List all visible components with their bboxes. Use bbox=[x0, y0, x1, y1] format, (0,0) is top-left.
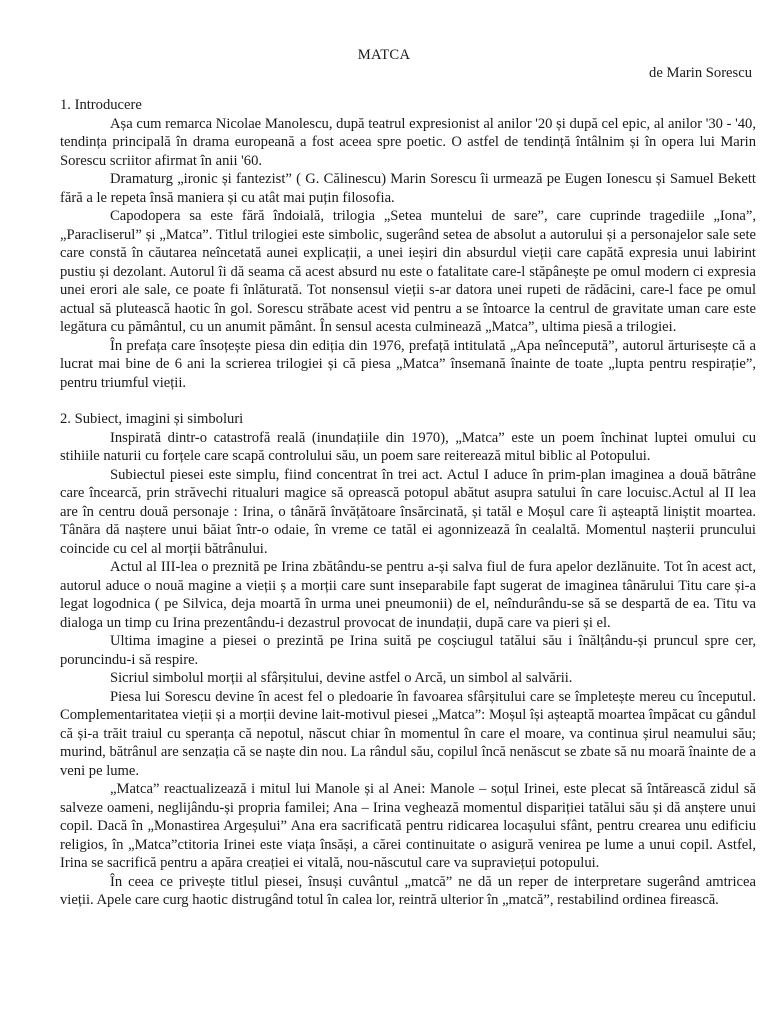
paragraph: Subiectul piesei este simplu, fiind concentrat în trei act. Actul I aduce în prim-plan imaginea a două bătrâne care încearcă, prin străvechi ritualuri magice să oprească potopul abătut asupra satului în care locuisc.Actul al II lea are în centru două personaje : Irina, o tânără învățătoare însărcinată, și tatăl e Moșul care îi așteaptă liniștit moartea. Tânăra dă naștere unui băiat într-o odaie, în vreme ce tatăl ei agonnizează în cealaltă. Momentul nașterii pruncului coincide cu cel al morții bătrânului. bbox=[60, 466, 756, 557]
paragraph: În ceea ce privește titlul piesei, însuși cuvântul „matcă” ne dă un reper de interpretare sugerând amtricea vieții. Apele care curg haotic distrugând totul în calea lor, reintră ulterior în „matcă”, restabilind ordinea firească. bbox=[60, 873, 756, 908]
paragraph: Dramaturg „ironic și fantezist” ( G. Călinescu) Marin Sorescu îi urmează pe Eugen Ionescu și Samuel Bekett fără a le repeta însă maniera și cu atât mai puțin filosofia. bbox=[60, 171, 756, 206]
document-author: de Marin Sorescu bbox=[649, 65, 752, 81]
paragraph: Piesa lui Sorescu devine în acest fel o pledoarie în favoarea sfârșitului care se împletește mereu cu începutul. Complementaritatea vieții și a morții devine lait-motivul piesei „Matca”: Moșul își așteaptă moartea împăcat cu gândul că și-a trăit traiul cu speranța că nepotul, născut chiar în momentul în care el moare, va continua șirul neamului său; murind, bătrânul are senzația că se naște din nou. La rândul său, copilul încă nenăscut se zbate să nu moară înainte de a veni pe lume. bbox=[60, 688, 756, 779]
paragraph: „Matca” reactualizează i mitul lui Manole și al Anei: Manole – soțul Irinei, este plecat să întărească zidul să salveze oameni, neglijându-și propria familei; Ana – Irina veghează momentul dispariției tatălui său și dă anștere unui copil. Dacă în „Monastirea Argeșului” Ana era sacrificată pentru ridicarea locașului sfânt, pentru crearea unu edificiu religios, în „Matca”ctitoria Irinei este viața însăși, a cărei continuitate o asigură venirea pe lume a unui copil. Astfel, Irina se sacrifică pentru a apăra creației ei vitală, nou-născutul care va supraviețui potopului. bbox=[60, 781, 756, 871]
paragraph: Capodopera sa este fără îndoială, trilogia „Setea muntelui de sare”, care cuprinde tragediile „Iona”, „Paracliserul” și „Matca”. Titlul trilogiei este simbolic, sugerând setea de absolut a autorului și a personajelor sale sete care constă în căutarea neîncetată aunei explicații, a unei ieșiri din absurdul vieții care capătă expresia unui labirint pustiu și dezolant. Autorul îi dă seama că acest absurd nu este o fatalitate care-l stăpânește pe omul modern ci expresia unei erori ale sale, ce poate fi înlăturată. Tot nonsensul vieții s-ar datora unei rupeti de rădăcini, care-l face pe omul actual să plutească haotic în gol. Sorescu străbate acest vid pentru a se întoarce la centrul de gravitate uman care este legătura cu pământul, cu un anumit pământ. În sensul acesta culminează „Matca”, ultima piesă a trilogiei. bbox=[60, 208, 756, 335]
paragraph: Așa cum remarca Nicolae Manolescu, după teatrul expresionist al anilor '20 și după cel epic, al anilor '30 - '40, tendința principală în drama europeană a fost aceea spre poetic. O astfel de tendință întâlnim și în opera lui Marin Sorescu scriitor afirmat în anii '60. bbox=[60, 115, 756, 169]
paragraph: Actul al III-lea o preznită pe Irina zbătându-se pentru a-și salva fiul de fura apelor dezlănuite. Tot în acest act, autorul aduce o nouă magine a vieții ș a morții care sunt inseparabile fapt sugerat de imaginea tânărului Titu care și-a legat logodnica ( pe Silvica, deja moartă în urma unei pneumonii) de el, neîndurându-se să se despartă de ea. Titu va dialoga un timp cu Irina prezentându-i dezastrul provocat de inundații, după care va pieri și el. bbox=[60, 559, 756, 631]
paragraph: Inspirată dintr-o catastrofă reală (inundațiile din 1970), „Matca” este un poem închinat luptei omului cu stihiile naturii cu forțele care scapă controlului său, un poem sare reiterează mitul biblic al Potopului. bbox=[60, 429, 756, 464]
section-heading-introducere: 1. Introducere bbox=[60, 97, 142, 113]
paragraph: În prefața care însoțește piesa din ediția din 1976, prefață intitulată „Apa neîncepută”, autorul ărturisește că a lucrat mai bine de 6 ani la scrierea trilogiei și că piesa „Matca” însemană înainte de toate „lupta pentru respirație”, pentru triumful vieții. bbox=[60, 337, 756, 391]
section-heading-subiect: 2. Subiect, imagini și simboluri bbox=[60, 411, 244, 427]
document-title: MATCA bbox=[357, 47, 411, 63]
paragraph: Sicriul simbolul morții al sfârșitului, devine astfel o Arcă, un simbol al salvării. bbox=[110, 670, 573, 686]
document-body bbox=[60, 96, 756, 910]
paragraph: Ultima imagine a piesei o prezintă pe Irina suită pe coșciugul tatălui său i înălțându-și pruncul spre cer, poruncindu-i să respire. bbox=[60, 633, 756, 668]
